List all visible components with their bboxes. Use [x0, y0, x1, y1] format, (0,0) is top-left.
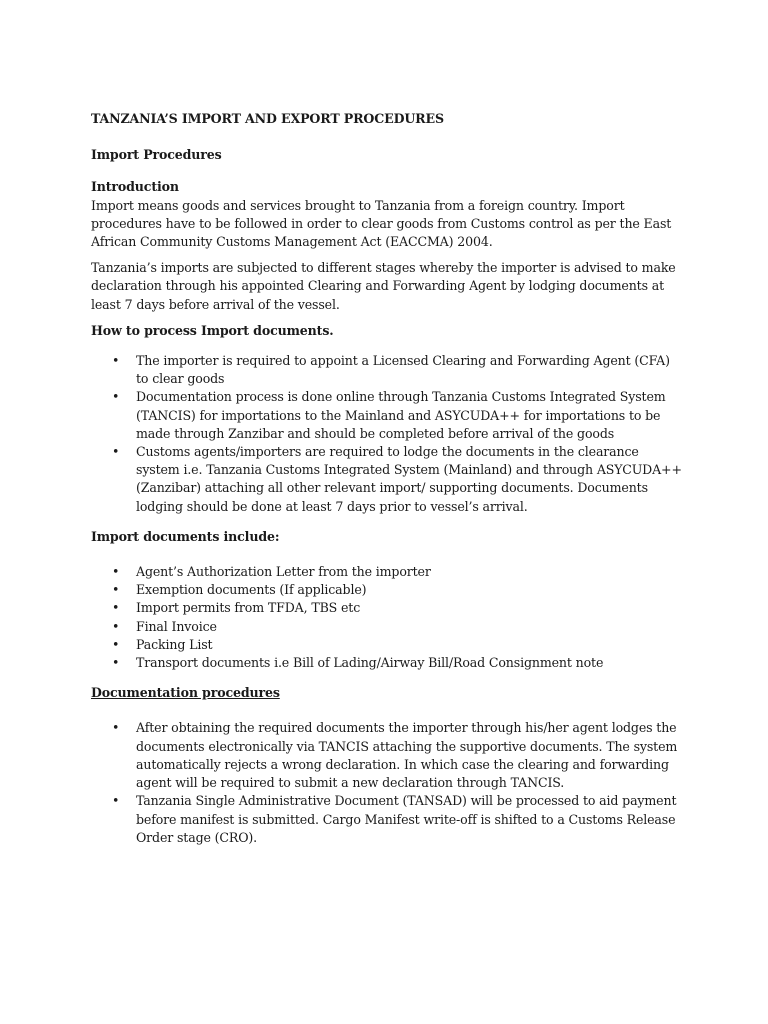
list-item-text: Packing List: [136, 636, 213, 652]
list-item-text: Agent’s Authorization Letter from the importer: [136, 564, 431, 580]
list-item-text: Documentation process is done online through Tanzania Customs Integrated System (TANCIS) for importations to the Mainland and ASYCUDA++ for importations to be made through Zanzibar and should be completed before arrival of the goods: [136, 389, 666, 441]
introduction-heading: Introduction: [91, 179, 179, 195]
how-to-process-heading: How to process Import documents.: [91, 322, 334, 338]
bullet-icon: •: [112, 444, 120, 460]
list-item-text: After obtaining the required documents the importer through his/her agent lodges the documents electronically via TANCIS attaching the supportive documents. The system automatically rejects a wrong declaration. In which case the clearing and forwarding agent will be required to submit a new declaration through TANCIS.: [136, 720, 678, 791]
how-to-process-list: [91, 352, 686, 516]
bullet-icon: •: [112, 600, 120, 616]
list-item: [91, 618, 686, 636]
list-item: [91, 636, 686, 654]
import-documents-list: [91, 563, 686, 672]
documentation-procedures-list: [91, 719, 686, 846]
list-item: [91, 581, 686, 599]
list-item-text: Transport documents i.e Bill of Lading/Airway Bill/Road Consignment note: [136, 655, 604, 671]
introduction-paragraph-1: Import means goods and services brought to Tanzania from a foreign country. Import procedures have to be followed in order to clear goods from Customs control as per the East African Community Customs Management Act (EACCMA) 2004.: [91, 197, 672, 250]
bullet-icon: •: [112, 636, 120, 652]
bullet-icon: •: [112, 720, 120, 736]
bullet-icon: •: [112, 353, 120, 369]
list-item-text: Final Invoice: [136, 618, 217, 634]
list-item: [91, 719, 686, 792]
import-procedures-heading: Import Procedures: [91, 147, 222, 163]
bullet-icon: •: [112, 793, 120, 809]
bullet-icon: •: [112, 389, 120, 405]
list-item-text: Tanzania Single Administrative Document (TANSAD) will be processed to aid payment before manifest is submitted. Cargo Manifest write-off is shifted to a Customs Release Order stage (CRO).: [136, 793, 677, 845]
list-item-text: Import permits from TFDA, TBS etc: [136, 600, 361, 616]
documentation-procedures-heading: Documentation procedures: [91, 685, 280, 701]
bullet-icon: •: [112, 582, 120, 598]
bullet-icon: •: [112, 564, 120, 580]
list-item: [91, 599, 686, 617]
document-title: TANZANIA’S IMPORT AND EXPORT PROCEDURES: [91, 111, 444, 126]
list-item: [91, 352, 686, 388]
list-item: [91, 443, 686, 516]
bullet-icon: •: [112, 618, 120, 634]
import-documents-heading: Import documents include:: [91, 528, 280, 544]
bullet-icon: •: [112, 655, 120, 671]
list-item: [91, 563, 686, 581]
list-item-text: Customs agents/importers are required to lodge the documents in the clearance system i.e. Tanzania Customs Integrated System (Mainland) and through ASYCUDA++ (Zanzibar) attaching all other relevant import/ supporting documents. Documents lodging should be done at least 7 days prior to vessel’s arrival.: [136, 444, 682, 514]
list-item: [91, 792, 686, 847]
list-item: [91, 654, 686, 672]
list-item-text: The importer is required to appoint a Licensed Clearing and Forwarding Agent (CFA) to clear goods: [136, 353, 670, 387]
list-item: [91, 388, 686, 443]
list-item-text: Exemption documents (If applicable): [136, 582, 367, 598]
introduction-paragraph-2: Tanzania’s imports are subjected to different stages whereby the importer is advised to make declaration through his appointed Clearing and Forwarding Agent by lodging documents at least 7 days before arrival of the vessel.: [91, 260, 676, 312]
document-body: [91, 110, 686, 847]
